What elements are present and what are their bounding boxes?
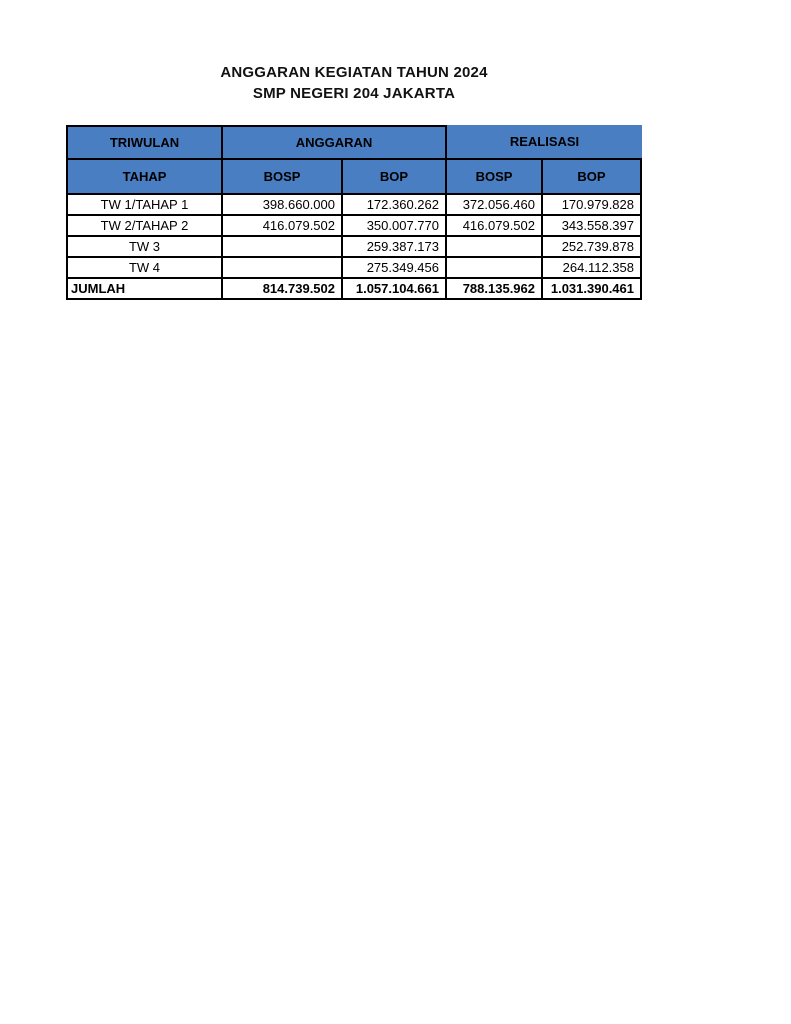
cell-anggaran-bop: 172.360.262 (343, 195, 447, 216)
total-label: JUMLAH (66, 279, 223, 300)
cell-realisasi-bop: 343.558.397 (543, 216, 642, 237)
cell-anggaran-bosp: 398.660.000 (223, 195, 343, 216)
table-row-total (66, 279, 642, 300)
total-realisasi-bosp: 788.135.962 (447, 279, 543, 300)
total-anggaran-bop: 1.057.104.661 (343, 279, 447, 300)
header-anggaran: ANGGARAN (223, 125, 447, 160)
header-anggaran-bop: BOP (343, 160, 447, 195)
cell-realisasi-bosp: 416.079.502 (447, 216, 543, 237)
cell-anggaran-bosp (223, 258, 343, 279)
budget-table (66, 125, 642, 300)
cell-realisasi-bop: 264.112.358 (543, 258, 642, 279)
table-row-tw3 (66, 237, 642, 258)
table-row-tw2 (66, 216, 642, 237)
row-label: TW 3 (66, 237, 223, 258)
page-subtitle: SMP NEGERI 204 JAKARTA (252, 85, 456, 102)
header-realisasi (447, 125, 642, 160)
cell-anggaran-bosp: 416.079.502 (223, 216, 343, 237)
header-triwulan: TRIWULAN (66, 125, 223, 160)
title-block (66, 62, 642, 104)
cell-realisasi-bop: 170.979.828 (543, 195, 642, 216)
row-label: TW 1/TAHAP 1 (66, 195, 223, 216)
cell-anggaran-bop: 350.007.770 (343, 216, 447, 237)
cell-anggaran-bosp (223, 237, 343, 258)
table-row-tw4 (66, 258, 642, 279)
header-realisasi-bop: BOP (543, 160, 642, 195)
header-row-groups (66, 125, 642, 160)
cell-realisasi-bosp (447, 237, 543, 258)
cell-realisasi-bop: 252.739.878 (543, 237, 642, 258)
header-realisasi-label: REALISASI (509, 134, 580, 149)
cell-anggaran-bop: 259.387.173 (343, 237, 447, 258)
header-realisasi-bosp: BOSP (447, 160, 543, 195)
page-title: ANGGARAN KEGIATAN TAHUN 2024 (220, 64, 488, 81)
header-row-columns (66, 160, 642, 195)
cell-realisasi-bosp (447, 258, 543, 279)
total-realisasi-bop: 1.031.390.461 (543, 279, 642, 300)
row-label: TW 4 (66, 258, 223, 279)
cell-anggaran-bop: 275.349.456 (343, 258, 447, 279)
total-anggaran-bosp: 814.739.502 (223, 279, 343, 300)
cell-realisasi-bosp: 372.056.460 (447, 195, 543, 216)
table-row-tw1 (66, 195, 642, 216)
header-tahap: TAHAP (66, 160, 223, 195)
row-label: TW 2/TAHAP 2 (66, 216, 223, 237)
header-anggaran-bosp: BOSP (223, 160, 343, 195)
